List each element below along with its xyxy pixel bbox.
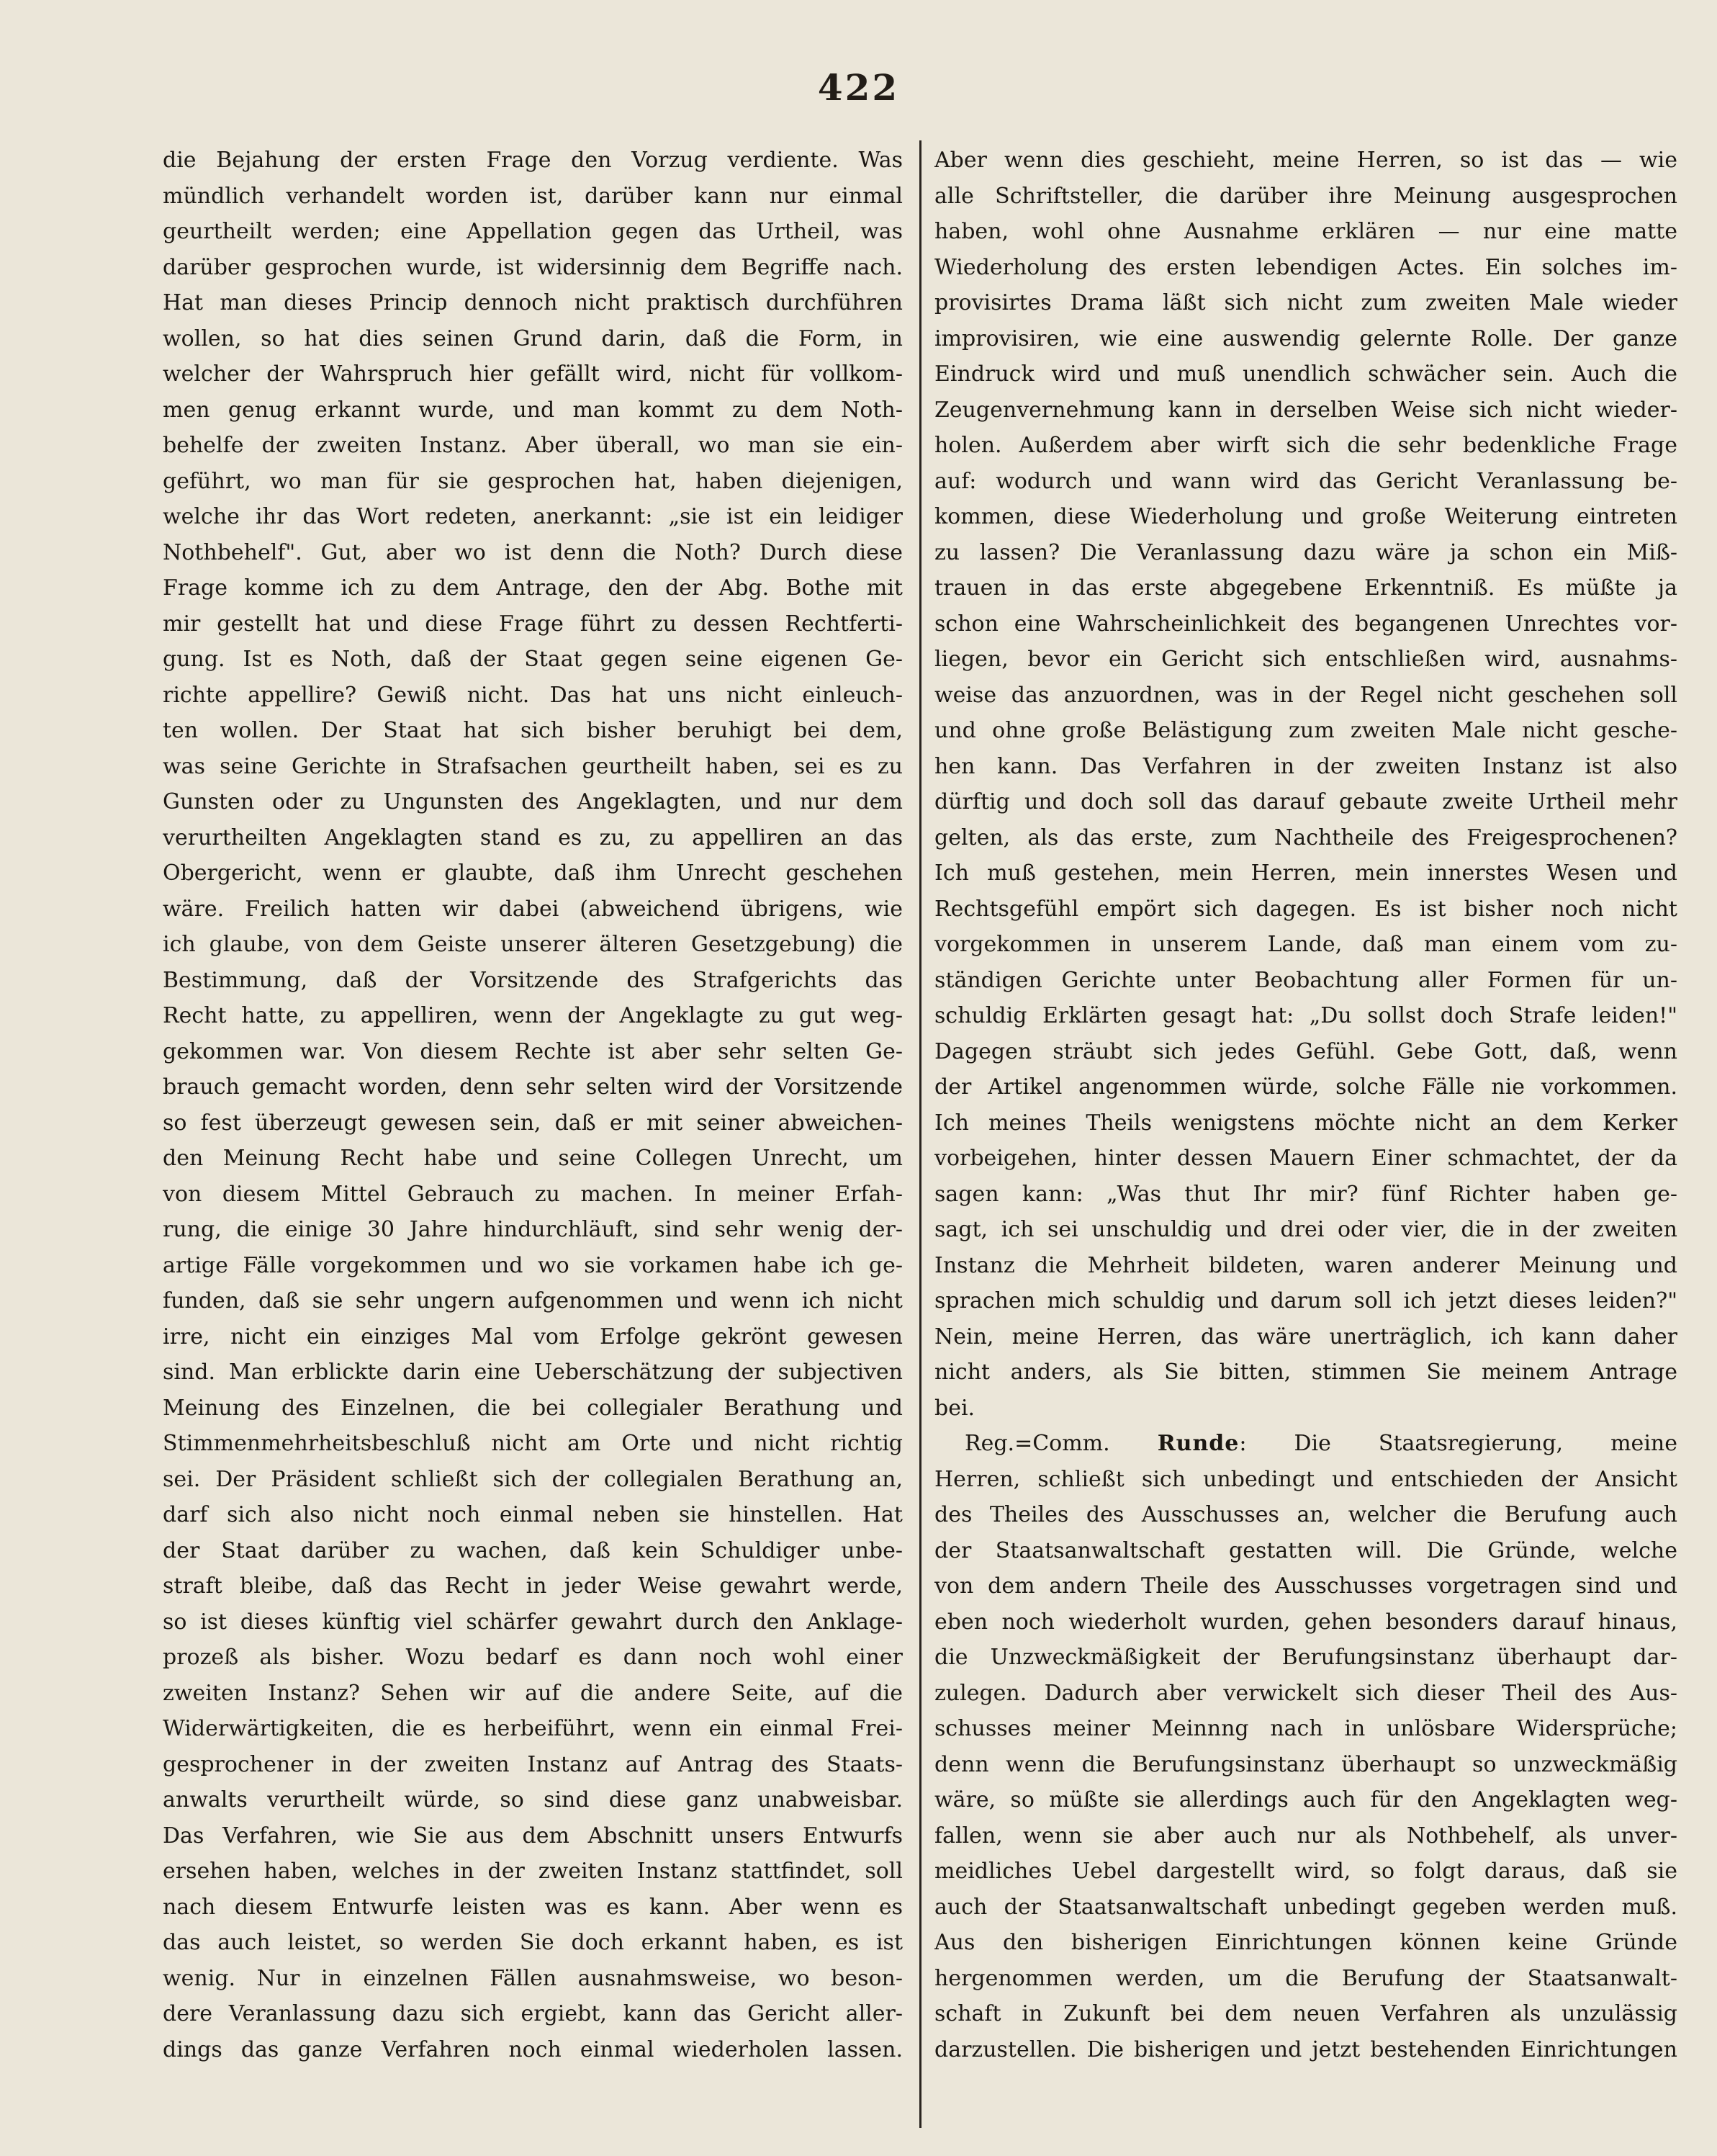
text-line: holen. Außerdem aber wirft sich die sehr bedenkliche Frage (934, 433, 1677, 458)
page-number: 422 (817, 66, 900, 109)
text-line: von diesem Mittel Gebrauch zu machen. In meiner Erfah- (163, 1181, 903, 1207)
text-line: bei. (934, 1395, 975, 1421)
text-line: zu lassen? Die Veranlassung dazu wäre ja schon ein Miß- (934, 539, 1677, 565)
text-line: darzustellen. Die bisherigen und jetzt bestehenden Einrichtungen (934, 2036, 1677, 2062)
text-line: der Staatsanwaltschaft gestatten will. Die Gründe, welche (934, 1537, 1677, 1563)
text-line: Herren, schließt sich unbedingt und entschieden der Ansicht (934, 1466, 1677, 1492)
text-line: gelten, als das erste, zum Nachtheile des Freigesprochenen? (934, 825, 1677, 850)
text-line: geurtheilt werden; eine Appellation gegen das Urtheil, was (163, 219, 903, 244)
text-line: liegen, bevor ein Gericht sich entschließen wird, ausnahms- (934, 647, 1677, 672)
text-line: geführt, wo man für sie gesprochen hat, haben diejenigen, (163, 468, 903, 494)
text-line: kommen, diese Wiederholung und große Weiterung eintreten (934, 504, 1677, 529)
text-line: dere Veranlassung dazu sich ergiebt, kann das Gericht aller- (163, 2001, 903, 2026)
text-line: Aus den bisherigen Einrichtungen können keine Gründe (934, 1930, 1677, 1955)
text-line: schuldig Erklärten gesagt hat: „Du sollst doch Strafe leiden!" (934, 1003, 1677, 1028)
text-line: wäre. Freilich hatten wir dabei (abweichend übrigens, wie (163, 896, 903, 922)
text-line: verurtheilten Angeklagten stand es zu, zu appelliren an das (163, 825, 903, 850)
text-line: des Theiles des Ausschusses an, welcher die Berufung auch (934, 1502, 1677, 1527)
text-line: artige Fälle vorgekommen und wo sie vorkamen habe ich ge- (163, 1252, 903, 1278)
text-line: was seine Gerichte in Strafsachen geurtheilt haben, sei es zu (163, 753, 903, 779)
text-line: sagen kann: „Was thut Ihr mir? fünf Richter haben ge- (934, 1181, 1677, 1207)
text-line: darf sich also nicht noch einmal neben sie hinstellen. Hat (163, 1502, 903, 1527)
text-line: trauen in das erste abgegebene Erkenntniß. Es müßte ja (934, 575, 1677, 601)
text-line: improvisiren, wie eine auswendig gelernte Rolle. Der ganze (934, 325, 1677, 351)
text-line: schon eine Wahrscheinlichkeit des begangenen Unrechtes vor- (934, 611, 1677, 637)
text-line: brauch gemacht worden, denn sehr selten wird der Vorsitzende (163, 1074, 903, 1100)
text-line: schaft in Zukunft bei dem neuen Verfahren als unzulässig (934, 2001, 1677, 2026)
column-divider (919, 140, 921, 2128)
text-line: Ich muß gestehen, mein Herren, mein innerstes Wesen und (934, 861, 1677, 886)
text-line: sagt, ich sei unschuldig und drei oder vier, die in der zweiten (934, 1217, 1677, 1242)
text-line: nicht anders, als Sie bitten, stimmen Sie meinem Antrage (934, 1360, 1677, 1385)
text-line: Widerwärtigkeiten, die es herbeiführt, wenn ein einmal Frei- (163, 1716, 903, 1741)
text-line: so fest überzeugt gewesen sein, daß er mit seiner abweichen- (163, 1110, 903, 1136)
text-line: Instanz die Mehrheit bildeten, waren anderer Meinung und (934, 1252, 1677, 1278)
text-line: welche ihr das Wort redeten, anerkannt: „sie ist ein leidiger (163, 504, 903, 529)
text-line: Stimmenmehrheitsbeschluß nicht am Orte und nicht richtig (163, 1431, 903, 1456)
text-line: mir gestellt hat und diese Frage führt zu dessen Rechtferti- (163, 611, 903, 637)
text-line: wenig. Nur in einzelnen Fällen ausnahmsweise, wo beson- (163, 1965, 903, 1991)
text-line: anwalts verurtheilt würde, so sind diese ganz unabweisbar. (163, 1787, 903, 1813)
text-line: meidliches Uebel dargestellt wird, so folgt daraus, daß sie (934, 1859, 1677, 1884)
text-line: wäre, so müßte sie allerdings auch für den Angeklagten weg- (934, 1787, 1677, 1813)
text-line: nach diesem Entwurfe leisten was es kann. Aber wenn es (163, 1894, 903, 1920)
text-line: der Staat darüber zu wachen, daß kein Schuldiger unbe- (163, 1537, 903, 1563)
text-line: ersehen haben, welches in der zweiten Instanz stattfindet, soll (163, 1859, 903, 1884)
text-line: Rechtsgefühl empört sich dagegen. Es ist bisher noch nicht (934, 896, 1677, 922)
text-line: Frage komme ich zu dem Antrage, den der Abg. Bothe mit (163, 575, 903, 601)
text-line: von dem andern Theile des Ausschusses vorgetragen sind und (934, 1573, 1677, 1599)
text-line: Gunsten oder zu Ungunsten des Angeklagten, und nur dem (163, 789, 903, 814)
text-line: und ohne große Belästigung zum zweiten Male nicht gesche- (934, 718, 1677, 743)
text-line: dürftig und doch soll das darauf gebaute zweite Urtheil mehr (934, 789, 1677, 814)
text-line: hen kann. Das Verfahren in der zweiten Instanz ist also (934, 753, 1677, 779)
text-line: ten wollen. Der Staat hat sich bisher beruhigt bei dem, (163, 718, 903, 743)
text-line: men genug erkannt wurde, und man kommt zu dem Noth- (163, 397, 903, 423)
text-line: Nothbehelf". Gut, aber wo ist denn die Noth? Durch diese (163, 539, 903, 565)
text-line: straft bleibe, daß das Recht in jeder Weise gewahrt werde, (163, 1573, 903, 1599)
text-line: ich glaube, von dem Geiste unserer älteren Gesetzgebung) die (163, 932, 903, 957)
text-line: rung, die einige 30 Jahre hindurchläuft, sind sehr wenig der- (163, 1217, 903, 1242)
text-line: darüber gesprochen wurde, ist widersinnig dem Begriffe nach. (163, 254, 903, 280)
text-line: die Bejahung der ersten Frage den Vorzug verdiente. Was (163, 148, 903, 173)
text-line: die Unzweckmäßigkeit der Berufungsinstanz überhaupt dar- (934, 1645, 1677, 1670)
text-line: so ist dieses künftig viel schärfer gewahrt durch den Anklage- (163, 1609, 903, 1635)
text-line: Obergericht, wenn er glaubte, daß ihm Unrecht geschehen (163, 861, 903, 886)
text-line: schusses meiner Meinnng nach in unlösbare Widersprüche; (934, 1716, 1677, 1741)
text-line: Recht hatte, zu appelliren, wenn der Angeklagte zu gut weg- (163, 1003, 903, 1028)
text-line: Dagegen sträubt sich jedes Gefühl. Gebe Gott, daß, wenn (934, 1038, 1677, 1064)
text-line: vorbeigehen, hinter dessen Mauern Einer schmachtet, der da (934, 1146, 1677, 1171)
text-line: Aber wenn dies geschieht, meine Herren, so ist das — wie (934, 148, 1677, 173)
text-line: hergenommen werden, um die Berufung der Staatsanwalt- (934, 1965, 1677, 1991)
text-line: welcher der Wahrspruch hier gefällt wird, nicht für vollkom- (163, 361, 903, 387)
text-line: Hat man dieses Princip dennoch nicht praktisch durchführen (163, 290, 903, 315)
text-line: Zeugenvernehmung kann in derselben Weise sich nicht wieder- (934, 397, 1677, 423)
text-line: richte appellire? Gewiß nicht. Das hat uns nicht einleuch- (163, 682, 903, 708)
text-line: Eindruck wird und muß unendlich schwächer sein. Auch die (934, 361, 1677, 387)
text-line: Meinung des Einzelnen, die bei collegialer Berathung und (163, 1395, 903, 1421)
text-line: sprachen mich schuldig und darum soll ich jetzt dieses leiden?" (934, 1288, 1677, 1313)
text-line: behelfe der zweiten Instanz. Aber überall, wo man sie ein- (163, 433, 903, 458)
text-line: auch der Staatsanwaltschaft unbedingt gegeben werden muß. (934, 1894, 1677, 1920)
text-line: gekommen war. Von diesem Rechte ist aber sehr selten Ge- (163, 1038, 903, 1064)
left-column (163, 143, 903, 2137)
text-line: mündlich verhandelt worden ist, darüber kann nur einmal (163, 183, 903, 209)
speaker-line (934, 1426, 1677, 1462)
text-line: provisirtes Drama läßt sich nicht zum zweiten Male wieder (934, 290, 1677, 315)
text-line: auf: wodurch und wann wird das Gericht Veranlassung be- (934, 468, 1677, 494)
text-line: sind. Man erblickte darin eine Ueberschätzung der subjectiven (163, 1360, 903, 1385)
text-line: zulegen. Dadurch aber verwickelt sich dieser Theil des Aus- (934, 1680, 1677, 1706)
speaker-prefix: Reg.=Comm. (965, 1431, 1110, 1456)
text-line: gung. Ist es Noth, daß der Staat gegen seine eigenen Ge- (163, 647, 903, 672)
text-line: Bestimmung, daß der Vorsitzende des Strafgerichts das (163, 967, 903, 993)
speaker-line-text: : Die Staatsregierung, meine (1239, 1431, 1677, 1456)
text-line: Wiederholung des ersten lebendigen Actes. Ein solches im- (934, 254, 1677, 280)
text-line: fallen, wenn sie aber auch nur als Nothbehelf, als unver- (934, 1823, 1677, 1849)
text-line: der Artikel angenommen würde, solche Fälle nie vorkommen. (934, 1074, 1677, 1100)
speaker-name: Runde (1157, 1431, 1240, 1456)
text-line: eben noch wiederholt wurden, gehen besonders darauf hinaus, (934, 1609, 1677, 1635)
text-line: denn wenn die Berufungsinstanz überhaupt so unzweckmäßig (934, 1751, 1677, 1777)
text-line: weise das anzuordnen, was in der Regel nicht geschehen soll (934, 682, 1677, 708)
text-line: zweiten Instanz? Sehen wir auf die andere Seite, auf die (163, 1680, 903, 1706)
text-line: irre, nicht ein einziges Mal vom Erfolge gekrönt gewesen (163, 1324, 903, 1349)
text-line: wollen, so hat dies seinen Grund darin, daß die Form, in (163, 325, 903, 351)
text-line: gesprochener in der zweiten Instanz auf Antrag des Staats- (163, 1751, 903, 1777)
text-line: sei. Der Präsident schließt sich der collegialen Berathung an, (163, 1466, 903, 1492)
text-line: Nein, meine Herren, das wäre unerträglich, ich kann daher (934, 1324, 1677, 1349)
text-line: ständigen Gerichte unter Beobachtung aller Formen für un- (934, 967, 1677, 993)
text-line: Ich meines Theils wenigstens möchte nicht an dem Kerker (934, 1110, 1677, 1136)
text-line: funden, daß sie sehr ungern aufgenommen und wenn ich nicht (163, 1288, 903, 1313)
text-line: alle Schriftsteller, die darüber ihre Meinung ausgesprochen (934, 183, 1677, 209)
text-line: dings das ganze Verfahren noch einmal wiederholen lassen. (163, 2036, 903, 2062)
text-line: das auch leistet, so werden Sie doch erkannt haben, es ist (163, 1930, 903, 1955)
text-line: Das Verfahren, wie Sie aus dem Abschnitt unsers Entwurfs (163, 1823, 903, 1849)
text-line: prozeß als bisher. Wozu bedarf es dann noch wohl einer (163, 1645, 903, 1670)
right-column (934, 143, 1677, 2137)
text-line: vorgekommen in unserem Lande, daß man einem vom zu- (934, 932, 1677, 957)
text-line: haben, wohl ohne Ausnahme erklären — nur eine matte (934, 219, 1677, 244)
text-line: den Meinung Recht habe und seine Collegen Unrecht, um (163, 1146, 903, 1171)
